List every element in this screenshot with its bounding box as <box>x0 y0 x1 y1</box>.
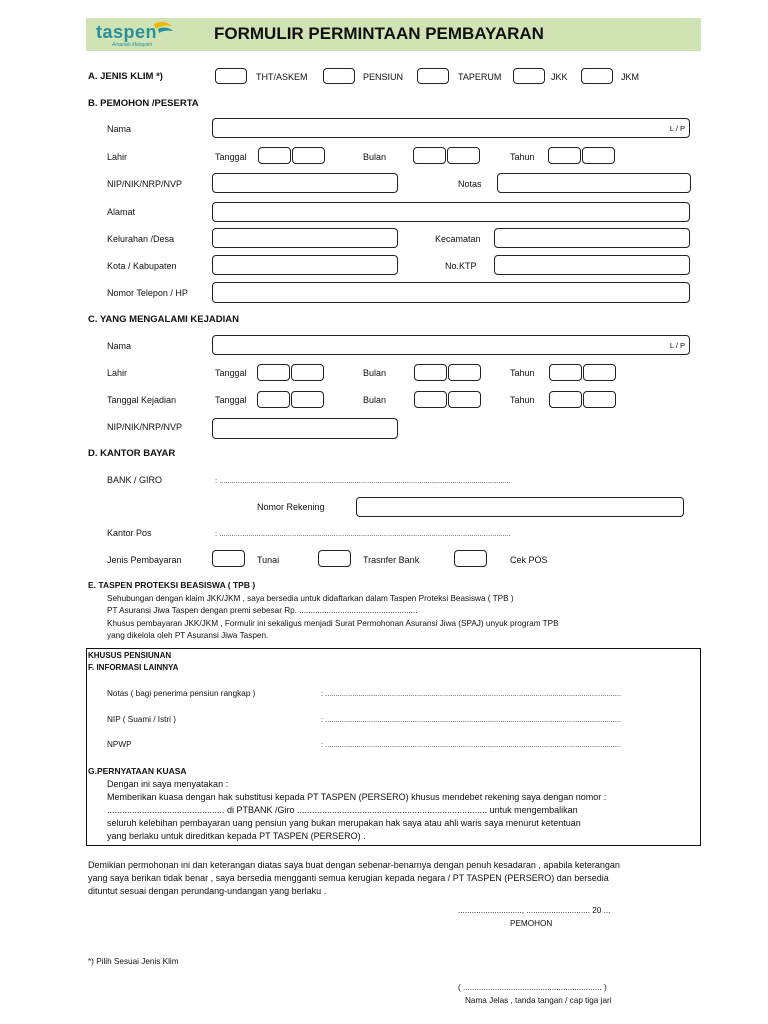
b-lahir-label: Lahir <box>107 152 128 162</box>
d-jenis-label: Jenis Pembayaran <box>107 555 182 565</box>
e-line-2: PT Asuransi Jiwa Taspen dengan premi sebesar Rp. .................................................... <box>107 606 418 615</box>
checkbox-pensiun[interactable] <box>323 68 355 84</box>
b-kota-input[interactable] <box>212 255 398 275</box>
d-rekening-input[interactable] <box>356 497 684 517</box>
section-f-title: F. INFORMASI LAINNYA <box>88 663 179 672</box>
logo-tagline: Amanah Melayani <box>112 42 153 48</box>
section-b-title: B. PEMOHON /PESERTA <box>88 98 199 109</box>
option-tht-label: THT/ASKEM <box>256 72 308 82</box>
c-kejadian-tahun-box-1[interactable] <box>549 391 582 408</box>
g-line-2: Memberikan kuasa dengan hak substitusi kepada PT TASPEN (PERSERO) khusus mendebet rekening saya dengan nomor : <box>107 792 607 802</box>
b-bulan-box-2[interactable] <box>447 147 480 164</box>
signature-line[interactable]: ( ............................................................. ) <box>458 983 607 992</box>
section-e-title: E. TASPEN PROTEKSI BEASISWA ( TPB ) <box>88 580 256 590</box>
b-nama-label: Nama <box>107 124 132 134</box>
f-nip-dots[interactable]: : .............................................................................................................................................. <box>321 715 622 724</box>
c-bulan-box-1[interactable] <box>414 364 447 381</box>
khusus-pensiunan-label: KHUSUS PENSIUNAN <box>88 651 172 660</box>
checkbox-taperum[interactable] <box>417 68 449 84</box>
b-notas-input[interactable] <box>497 173 691 193</box>
c-kejadian-tanggal-box-1[interactable] <box>257 391 290 408</box>
closing-line-3: dituntut sesuai dengan perundang-undangan yang berlaku . <box>88 886 327 896</box>
d-kantor-pos-label: Kantor Pos <box>107 528 152 538</box>
d-rekening-label: Nomor Rekening <box>257 502 325 512</box>
c-nama-label: Nama <box>107 341 132 351</box>
date-line[interactable]: ............................, ............................ 20 ... <box>458 906 611 915</box>
c-kejadian-bulan-box-2[interactable] <box>448 391 481 408</box>
f-nip-label: NIP ( Suami / Istri ) <box>107 715 176 724</box>
d-cek-label: Cek POS <box>510 555 548 565</box>
e-line-3: Khusus pembayaran JKK/JKM , Formulir ini sekaligus menjadi Surat Permohonan Asuransi Jiwa (SPAJ) unyuk program TPB <box>107 619 559 628</box>
b-nip-input[interactable] <box>212 173 398 193</box>
c-gender-label: L / P <box>669 341 685 350</box>
d-bank-label: BANK / GIRO <box>107 475 163 485</box>
c-tanggal-box-2[interactable] <box>291 364 324 381</box>
b-kecamatan-input[interactable] <box>494 228 690 248</box>
b-bulan-box-1[interactable] <box>413 147 446 164</box>
b-ktp-label: No.KTP <box>445 261 477 271</box>
c-nip-input[interactable] <box>212 418 398 439</box>
closing-line-2: yang saya berikan tidak benar , saya bersedia mengganti semua kerugian kepada negara / PT TASPEN (PERSERO) dan bersedia <box>88 873 609 883</box>
b-alamat-input[interactable] <box>212 202 690 222</box>
c-tanggal-label: Tanggal <box>215 368 247 378</box>
form-title: FORMULIR PERMINTAAN PEMBAYARAN <box>214 24 544 43</box>
b-gender-label: L / P <box>669 124 685 133</box>
checkbox-transfer[interactable] <box>318 550 351 567</box>
c-kejadian-tanggal-box-2[interactable] <box>291 391 324 408</box>
b-tahun-box-2[interactable] <box>582 147 615 164</box>
b-kota-label: Kota / Kabupaten <box>107 261 177 271</box>
c-tanggal-box-1[interactable] <box>257 364 290 381</box>
c-tgl-kejadian-label: Tanggal Kejadian <box>107 395 177 405</box>
option-taperum-label: TAPERUM <box>458 72 502 82</box>
section-g-title: G.PERNYATAAN KUASA <box>88 766 187 776</box>
b-nama-input[interactable] <box>212 118 690 138</box>
e-line-4: yang dikelola oleh PT Asuransi Jiwa Taspen. <box>107 631 269 640</box>
g-line-4: seluruh kelebihan pembayaran uang pensiun yang bukan merupakan hak saya atau ahli waris saya menurut ketentuan <box>107 818 581 828</box>
d-pos-dots[interactable]: : ............................................................................................................................................ <box>215 529 511 538</box>
f-notas-label: Notas ( bagi penerima pensiun rangkap ) <box>107 689 256 698</box>
b-kelurahan-label: Kelurahan /Desa <box>107 234 175 244</box>
c-tahun-label: Tahun <box>510 368 535 378</box>
b-telepon-label: Nomor Telepon / HP <box>107 288 188 298</box>
section-c-title: C. YANG MENGALAMI KEJADIAN <box>88 314 239 325</box>
b-tahun-box-1[interactable] <box>548 147 581 164</box>
e-line-1: Sehubungan dengan klaim JKK/JKM , saya bersedia untuk didaftarkan dalam Taspen Proteksi Beasiswa ( TPB ) <box>107 594 514 603</box>
b-tanggal-label: Tanggal <box>215 152 247 162</box>
c-bulan-box-2[interactable] <box>448 364 481 381</box>
b-kecamatan-label: Kecamatan <box>435 234 481 244</box>
d-transfer-label: Trasnfer Bank <box>363 555 420 565</box>
option-jkk-label: JKK <box>551 72 568 82</box>
c-bulan2-label: Bulan <box>363 395 387 405</box>
c-kejadian-tahun-box-2[interactable] <box>583 391 616 408</box>
checkbox-tunai[interactable] <box>212 550 245 567</box>
option-jkm-label: JKM <box>621 72 639 82</box>
b-tanggal-box-2[interactable] <box>292 147 325 164</box>
g-line-3: ............................................... di PTBANK /Giro ............................................................................ untuk mengembalikan <box>107 805 578 815</box>
d-tunai-label: Tunai <box>257 555 280 565</box>
b-telepon-input[interactable] <box>212 282 690 303</box>
g-line-1: Dengan ini saya menyatakan : <box>107 779 229 789</box>
c-tahun-box-2[interactable] <box>583 364 616 381</box>
f-npwp-label: NPWP <box>107 740 132 749</box>
c-tanggal2-label: Tanggal <box>215 395 247 405</box>
logo-text: taspen <box>96 22 158 42</box>
c-lahir-label: Lahir <box>107 368 128 378</box>
c-bulan-label: Bulan <box>363 368 387 378</box>
b-alamat-label: Alamat <box>107 207 136 217</box>
checkbox-cek-pos[interactable] <box>454 550 487 567</box>
option-pensiun-label: PENSIUN <box>363 72 404 82</box>
footnote: *) Pilih Sesuai Jenis Klim <box>88 957 179 966</box>
section-d-title: D. KANTOR BAYAR <box>88 448 176 459</box>
pemohon-label: PEMOHON <box>510 919 553 928</box>
b-kelurahan-input[interactable] <box>212 228 398 248</box>
b-notas-label: Notas <box>458 179 482 189</box>
b-ktp-input[interactable] <box>494 255 690 275</box>
f-npwp-dots[interactable]: : .............................................................................................................................................. <box>321 740 622 749</box>
d-bank-dots[interactable]: : ............................................................................................................................................ <box>215 476 511 485</box>
c-kejadian-bulan-box-1[interactable] <box>414 391 447 408</box>
g-line-5: yang berlaku untuk direditkan kepada PT TASPEN (PERSERO) . <box>107 831 366 841</box>
c-nip-label: NIP/NIK/NRP/NVP <box>107 422 183 432</box>
c-nama-input[interactable] <box>212 335 690 355</box>
checkbox-jkm[interactable] <box>581 68 613 84</box>
c-tahun2-label: Tahun <box>510 395 535 405</box>
signature-caption: Nama Jelas , tanda tangan / cap tiga jari <box>465 996 612 1005</box>
closing-line-1: Demikian permohonan ini dan keterangan diatas saya buat dengan sebenar-benarnya dengan penuh kesadaran , apabila keterangan <box>88 860 620 870</box>
checkbox-jkk[interactable] <box>513 68 545 84</box>
b-tahun-label: Tahun <box>510 152 535 162</box>
b-nip-label: NIP/NIK/NRP/NVP <box>107 179 183 189</box>
b-bulan-label: Bulan <box>363 152 387 162</box>
section-a-title: A. JENIS KLIM *) <box>88 71 163 82</box>
checkbox-tht[interactable] <box>215 68 247 84</box>
c-tahun-box-1[interactable] <box>549 364 582 381</box>
b-tanggal-box-1[interactable] <box>258 147 291 164</box>
f-notas-dots[interactable]: : .............................................................................................................................................. <box>321 689 622 698</box>
